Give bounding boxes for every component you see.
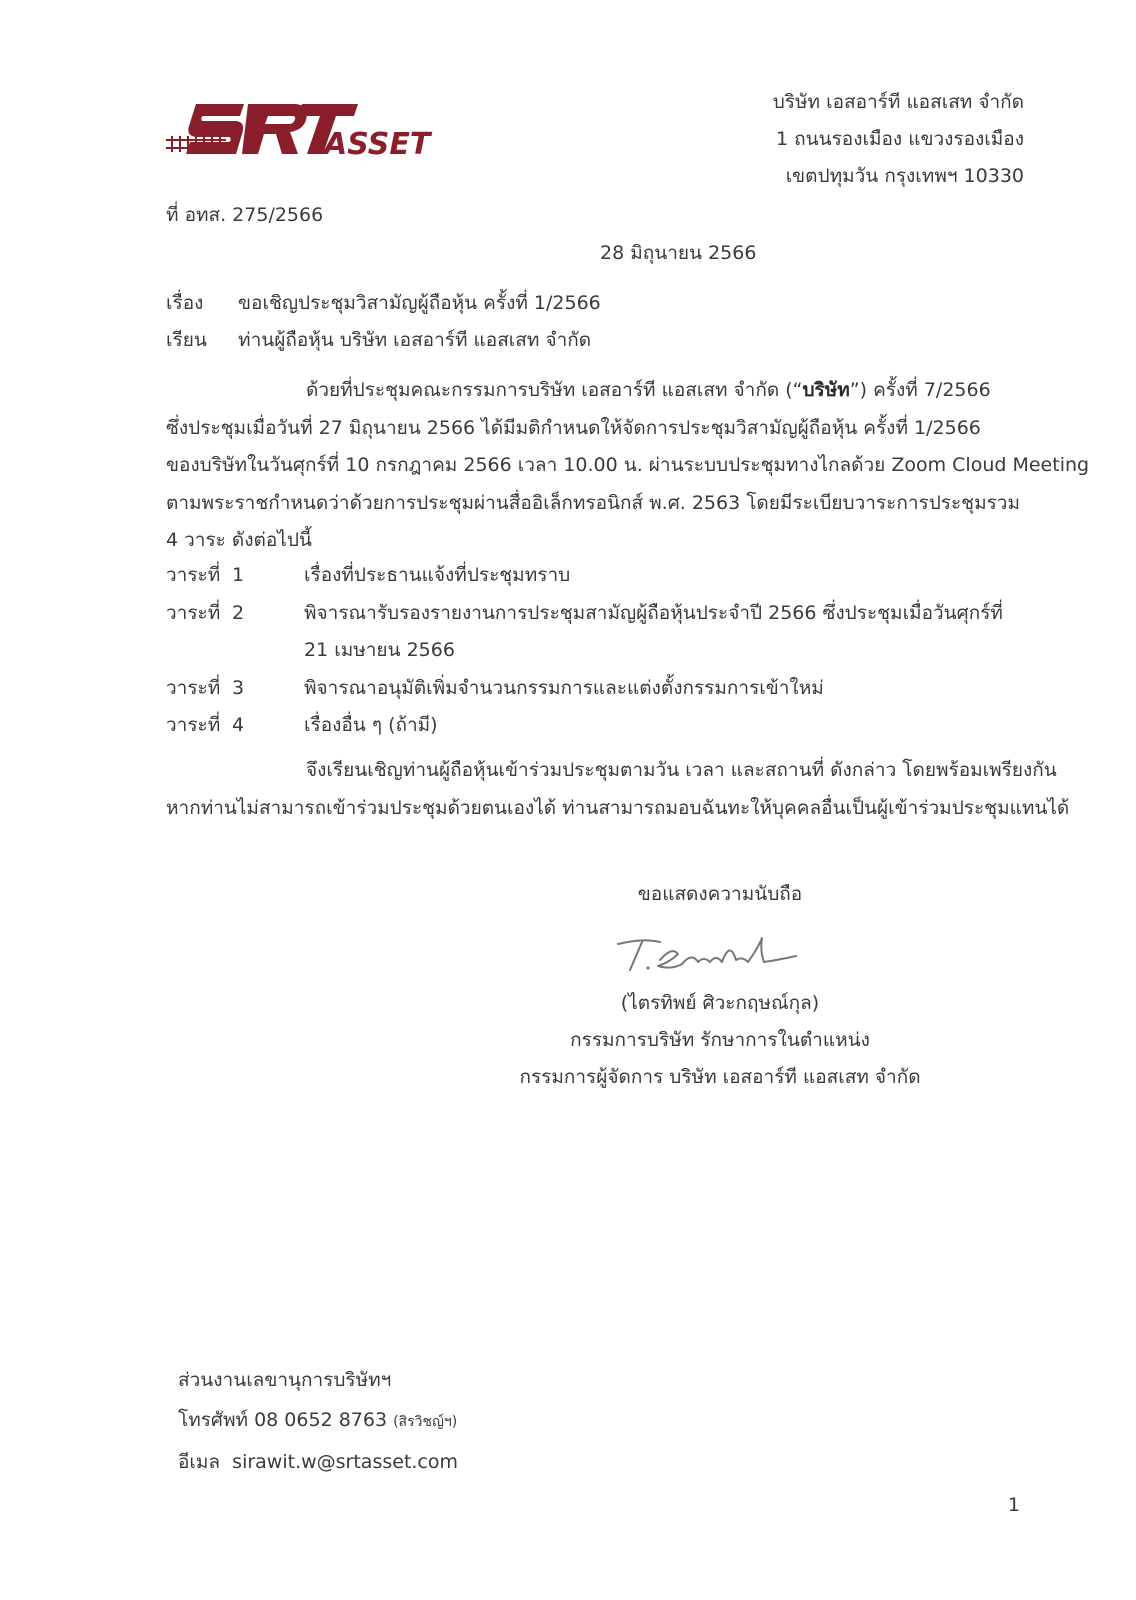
agenda-number: 3 bbox=[232, 676, 245, 699]
para1-line1-pre: ด้วยที่ประชุมคณะกรรมการบริษัท เอสอาร์ที แอสเสท จำกัด (“ bbox=[306, 379, 803, 401]
agenda-item bbox=[166, 557, 1026, 595]
handwritten-signature bbox=[612, 930, 802, 980]
page-number: 1 bbox=[1007, 1494, 1020, 1516]
contact-email-row bbox=[178, 1442, 458, 1482]
signatory-name: (ไตรทิพย์ ศิวะกฤษณ์กุล) bbox=[620, 992, 820, 1014]
agenda-text: พิจารณาอนุมัติเพิ่มจำนวนกรรมการและแต่งตั้งกรรมการเข้าใหม่ bbox=[304, 676, 824, 699]
company-short-name: บริษัท bbox=[802, 379, 850, 401]
subject-label: เรื่อง bbox=[166, 292, 204, 314]
contact-person: (สิรวิชญ์ฯ) bbox=[393, 1414, 458, 1430]
srt-asset-logo-graphic bbox=[166, 96, 436, 166]
closing-block bbox=[500, 876, 940, 913]
paragraph-2-line-2: หากท่านไม่สามารถเข้าร่วมประชุมด้วยตนเองได้ ท่านสามารถมอบฉันทะให้บุคคลอื่นเป็นผู้เข้าร่วมประชุมแทนได้ bbox=[166, 796, 1070, 819]
paragraph-1-line-1 bbox=[166, 372, 1026, 410]
contact-phone-row bbox=[178, 1400, 458, 1442]
agenda-label: วาระที่ bbox=[166, 601, 221, 624]
paragraph-2-line-1: จึงเรียนเชิญท่านผู้ถือหุ้นเข้าร่วมประชุมตามวัน เวลา และสถานที่ ดังกล่าว โดยพร้อมเพรียงกัน bbox=[306, 759, 1057, 781]
subject-row bbox=[166, 288, 601, 318]
company-address bbox=[773, 84, 1024, 195]
agenda-text: เรื่องอื่น ๆ (ถ้ามี) bbox=[304, 714, 438, 736]
agenda-text: เรื่องที่ประธานแจ้งที่ประชุมทราบ bbox=[304, 564, 571, 586]
contact-department: ส่วนงานเลขานุการบริษัทฯ bbox=[178, 1369, 392, 1391]
agenda-text-continuation: 21 เมษายน 2566 bbox=[304, 639, 455, 661]
agenda-item bbox=[166, 595, 1026, 633]
subject-text: ขอเชิญประชุมวิสามัญผู้ถือหุ้น ครั้งที่ 1/2566 bbox=[238, 292, 601, 314]
agenda-item bbox=[166, 670, 1026, 708]
agenda-label: วาระที่ bbox=[166, 714, 221, 736]
recipient-row bbox=[166, 325, 591, 355]
recipient-label: เรียน bbox=[166, 329, 207, 351]
company-logo bbox=[166, 96, 436, 166]
agenda-item-continuation bbox=[166, 632, 1026, 670]
agenda-item bbox=[166, 707, 1026, 745]
body-paragraph-2 bbox=[166, 752, 1070, 827]
paragraph-1-line-2: ซึ่งประชุมเมื่อวันที่ 27 มิถุนายน 2566 ได้มีมติกำหนดให้จัดการประชุมวิสามัญผู้ถือหุ้น ครั้งที่ 1/2566 bbox=[166, 416, 981, 439]
para1-line1-post: ”) ครั้งที่ 7/2566 bbox=[849, 379, 991, 401]
svg-text:ASSET: ASSET bbox=[324, 127, 431, 162]
signatory-block bbox=[500, 985, 940, 1096]
signatory-position-2: กรรมการผู้จัดการ บริษัท เอสอาร์ที แอสเสท จำกัด bbox=[519, 1066, 921, 1088]
reference-number: ที่ อทส. 275/2566 bbox=[166, 204, 324, 226]
address-line-2: 1 ถนนรองเมือง แขวงรองเมือง bbox=[775, 128, 1024, 150]
signatory-position-1: กรรมการบริษัท รักษาการในตำแหน่ง bbox=[570, 1029, 870, 1051]
agenda-number: 4 bbox=[232, 714, 245, 736]
agenda-text: พิจารณารับรองรายงานการประชุมสามัญผู้ถือหุ้นประจำปี 2566 ซึ่งประชุมเมื่อวันศุกร์ที่ bbox=[304, 601, 1003, 624]
letter-date: 28 มิถุนายน 2566 bbox=[600, 242, 757, 264]
agenda-list bbox=[166, 557, 1026, 745]
address-line-3: เขตปทุมวัน กรุงเทพฯ 10330 bbox=[785, 165, 1024, 187]
agenda-label: วาระที่ bbox=[166, 564, 221, 586]
paragraph-1-line-4: ตามพระราชกำหนดว่าด้วยการประชุมผ่านสื่ออิเล็กทรอนิกส์ พ.ศ. 2563 โดยมีระเบียบวาระการประชุมรวม bbox=[166, 491, 1020, 514]
contact-email-label: อีเมล bbox=[178, 1451, 221, 1473]
paragraph-1-line-3: ของบริษัทในวันศุกร์ที่ 10 กรกฎาคม 2566 เวลา 10.00 น. ผ่านระบบประชุมทางไกลด้วย Zoom Cloud Meeting bbox=[166, 454, 1090, 476]
signature-graphic bbox=[612, 930, 802, 980]
address-line-1: บริษัท เอสอาร์ที แอสเสท จำกัด bbox=[772, 91, 1024, 113]
agenda-number: 1 bbox=[232, 564, 245, 586]
contact-email: sirawit.w@srtasset.com bbox=[232, 1451, 459, 1473]
agenda-label: วาระที่ bbox=[166, 676, 221, 699]
contact-block bbox=[178, 1360, 458, 1482]
paragraph-1-line-5: 4 วาระ ดังต่อไปนี้ bbox=[166, 529, 312, 551]
closing-text: ขอแสดงความนับถือ bbox=[637, 883, 803, 905]
body-paragraph-1 bbox=[166, 372, 1090, 560]
contact-phone: โทรศัพท์ 08 0652 8763 bbox=[178, 1409, 388, 1431]
agenda-number: 2 bbox=[232, 601, 245, 624]
recipient-text: ท่านผู้ถือหุ้น บริษัท เอสอาร์ที แอสเสท จำกัด bbox=[238, 329, 592, 351]
